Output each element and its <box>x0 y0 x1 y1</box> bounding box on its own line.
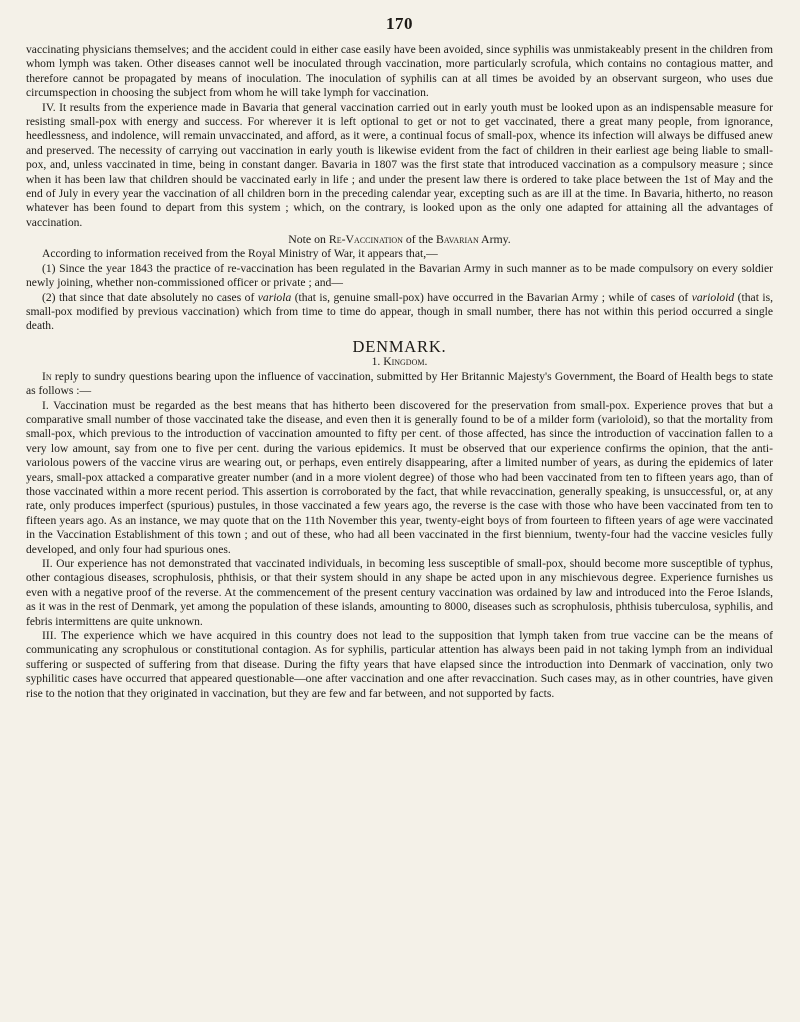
denmark-reply-lead: In <box>42 369 52 383</box>
note-item-2 <box>26 291 773 334</box>
note-prefix: Note on <box>288 232 329 247</box>
note-middle: of the <box>402 232 437 247</box>
note-suffix: Army. <box>478 232 511 247</box>
kingdom-subheading-word: Kingdom. <box>383 354 428 368</box>
note-intro: According to information received from the Royal Ministry of War, it appears that,— <box>42 247 438 261</box>
paragraph-iv: IV. It results from the experience made in Bavaria that general vaccination carried out in early youth must be looked upon as an indispensable measure for resisting small-pox with energy and success. For wherever it is left optional to get or not to get vaccinated, there a great many people, from ignorance, heedlessness, and indolence, will remain unvaccinated, and afford, as it were, a continual focus of small-pox, whence its infection will always be diffused anew and preserved. The necessity of carrying out vaccination in early youth is likewise evident from the fact of children in their earliest age being liable to small-pox, and, unless vaccinated in time, being in constant danger. Bavaria in 1807 was the first state that introduced vaccination as a compulsory measure ; since when it has been law that children should be vaccinated early in life ; and under the present law there is ordered to take place between the 1st of May and the end of July in every year the vaccination of all children born in the preceding calendar year, excepting such as are ill at the time. In Bavaria, hitherto, no reason whatever has been found to depart from this system ; which, on the contrary, is looked upon as the only one adapted for attaining all the advantages of vaccination. <box>26 100 773 229</box>
kingdom-subheading <box>26 355 773 369</box>
note-item-2-text-b: (that is, genuine small-pox) have occurred in the Bavarian Army ; while of cases of <box>291 290 692 304</box>
intro-paragraph: vaccinating physicians themselves; and the accident could in either case easily have been avoided, since syphilis was unmistakeably present in the children from whom lymph was taken. Other diseases cannot well be inoculated through vaccination, more particularly scrofula, which contains no contagious matter, and therefore cannot be propagated by means of inoculation. The inoculation of syphilis can at all times be avoided by an observant surgeon, who uses due circumspection in choosing the subject from whom he will take lymph for vaccination. <box>26 43 773 100</box>
note-item-2-varioloid: varioloid <box>691 290 735 304</box>
denmark-paragraph-i: I. Vaccination must be regarded as the best means that has hitherto been discovered for the preservation from small-pox. Experience proves that but a comparative small number of those vaccinated take the disease, and even then it is generally found to be of a milder form (varioloid), so that the mortality from small-pox, which previous to the introduction of vaccination amounted to fifty per cent. of those affected, has since the introduction of vaccination fallen to a very low amount, say from one to five per cent. during the various epidemics. It must be observed that our experience confirms the opinion, that the anti-variolous powers of the vaccine virus are wearing out, or perhaps, even entirely disappearing, after a limited number of years, as during the epidemics of later years, small-pox attacked a comparative greater number (and in a more violent degree) of those who had been vaccinated from ten to fifteen years ago, than of those vaccinated within a more recent period. This assertion is corroborated by the fact, that while revaccination, generally speaking, is unsuccessful, or, at any rate, only produces imperfect (spurious) pustules, in those vaccinated a few years ago, the reverse is the case with those who have been vaccinated from ten to fifteen years ago. As an instance, we may quote that on the 11th November this year, twenty-eight boys of from fourteen to fifteen years of age were vaccinated in the Vaccination Establishment of this town ; and out of these, who had all been vaccinated in the first biennium, twenty-four had the vaccine vesicles fully developed, and only four had spurious ones. <box>26 398 773 556</box>
kingdom-subheading-number: 1. <box>371 354 384 368</box>
denmark-heading: DENMARK. <box>352 336 447 356</box>
note-title-revaccination: Re-Vaccination <box>328 232 403 247</box>
page-number: 170 <box>386 14 413 33</box>
denmark-paragraph-ii: II. Our experience has not demonstrated that vaccinated individuals, in becoming less susceptible of small-pox, should become more susceptible of typhus, other contagious diseases, scrophulosis, phthisis, or that their system should in any shape be acted upon in any mischievous degree. Experience furnishes us even with a negative proof of the reverse. At the commencement of the present century vaccination was ordained by law and introduced into the Feroe Islands, as it was in the rest of Denmark, yet among the population of these islands, amounting to 8000, diseases such as scrophulosis, phthisis tuberculosa, syphilis, and febris intermittens are quite unknown. <box>26 557 773 628</box>
note-item-2-text-a: (2) that since that date absolutely no cases of <box>42 290 258 304</box>
denmark-reply-text: reply to sundry questions bearing upon the influence of vaccination, submitted by Her Britannic Majesty's Government, the Board of Health begs to state as follows :— <box>26 369 773 398</box>
note-item-1: (1) Since the year 1843 the practice of re-vaccination has been regulated in the Bavarian Army in such manner as to be made compulsory on every soldier newly joining, whether non-commissioned officer or private ; and— <box>26 261 773 290</box>
note-item-2-variola: variola <box>257 290 292 304</box>
note-title-bavarian: Bavarian <box>436 232 479 247</box>
note-item-2-text-c: (that is, small-pox modified by previous vaccination) which from time to time do appear, though in small number, there has not within this period occurred a single death. <box>26 290 773 333</box>
note-heading <box>26 232 773 247</box>
denmark-paragraph-iii: III. The experience which we have acquired in this country does not lead to the supposition that lymph taken from true vaccine can be the means of communicating any scrophulous or constitutional contagion. As for syphilis, particular attention has always been paid in not taking lymph from an individual suffering or suspected of suffering from that disease. During the fifty years that have elapsed since the introduction into Denmark of vaccination, only two syphilitic cases have occurred that appeared questionable—one after vaccination and one after revaccination. Such cases may, as in other countries, have given rise to the notion that they originated in vaccination, but they are few and far between, and not supported by facts. <box>26 629 773 700</box>
denmark-reply-paragraph <box>26 370 773 399</box>
